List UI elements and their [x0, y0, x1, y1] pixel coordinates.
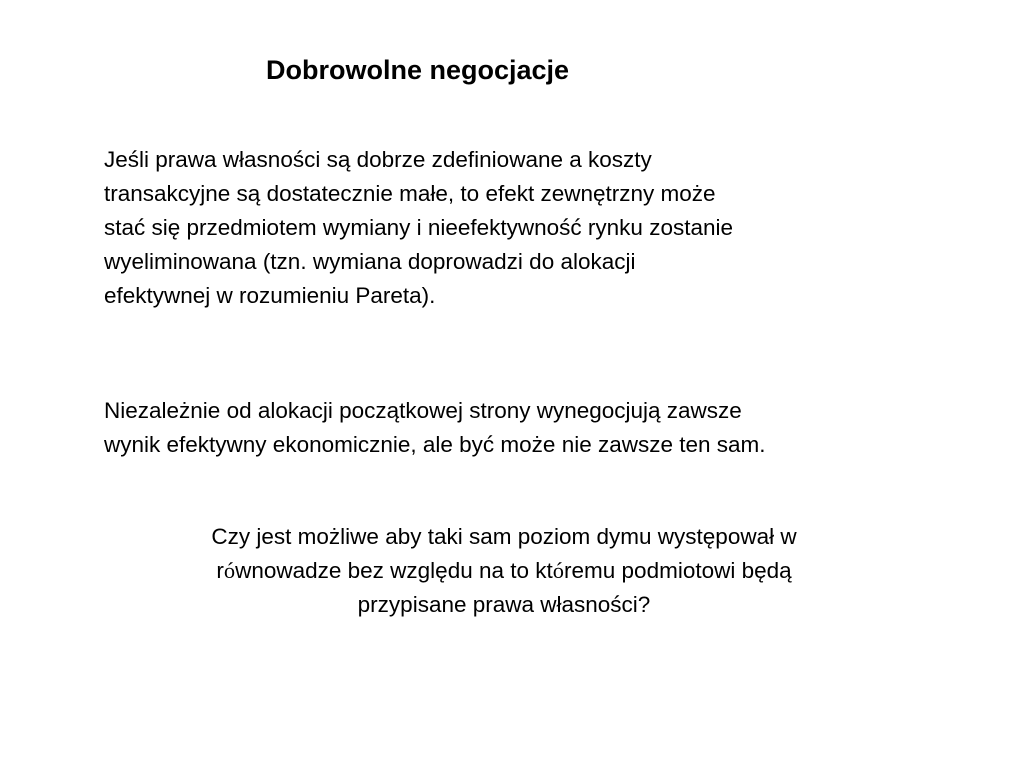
- question-line: Czy jest możliwe aby taki sam poziom dymu występował w: [211, 524, 797, 549]
- question-smoke-level: [104, 520, 904, 622]
- paragraph-line: wynik efektywny ekonomicznie, ale być może nie zawsze ten sam.: [104, 432, 766, 457]
- question-text-fragment: ó: [552, 558, 565, 583]
- paragraph-line: wyeliminowana (tzn. wymiana doprowadzi do alokacji: [104, 249, 636, 274]
- question-text-fragment: wnowadze bez względu na to kt: [235, 558, 553, 583]
- paragraph-line: Jeśli prawa własności są dobrze zdefiniowane a koszty: [104, 147, 652, 172]
- paragraph-line: Niezależnie od alokacji początkowej strony wynegocjują zawsze: [104, 398, 742, 423]
- paragraph-initial-allocation: [104, 394, 766, 462]
- paragraph-line: stać się przedmiotem wymiany i nieefektywność rynku zostanie: [104, 215, 734, 240]
- question-text-fragment: ó: [223, 558, 236, 583]
- question-text-fragment: remu podmiotowi będą: [564, 558, 792, 583]
- paragraph-property-rights: [104, 143, 733, 313]
- paragraph-line: transakcyjne są dostatecznie małe, to efekt zewnętrzny może: [104, 181, 716, 206]
- question-text-fragment: r: [216, 558, 224, 583]
- paragraph-line: efektywnej w rozumieniu Pareta).: [104, 283, 436, 308]
- question-line: [104, 554, 904, 588]
- question-line: przypisane prawa własności?: [357, 592, 651, 617]
- slide-title: Dobrowolne negocjacje: [266, 55, 570, 85]
